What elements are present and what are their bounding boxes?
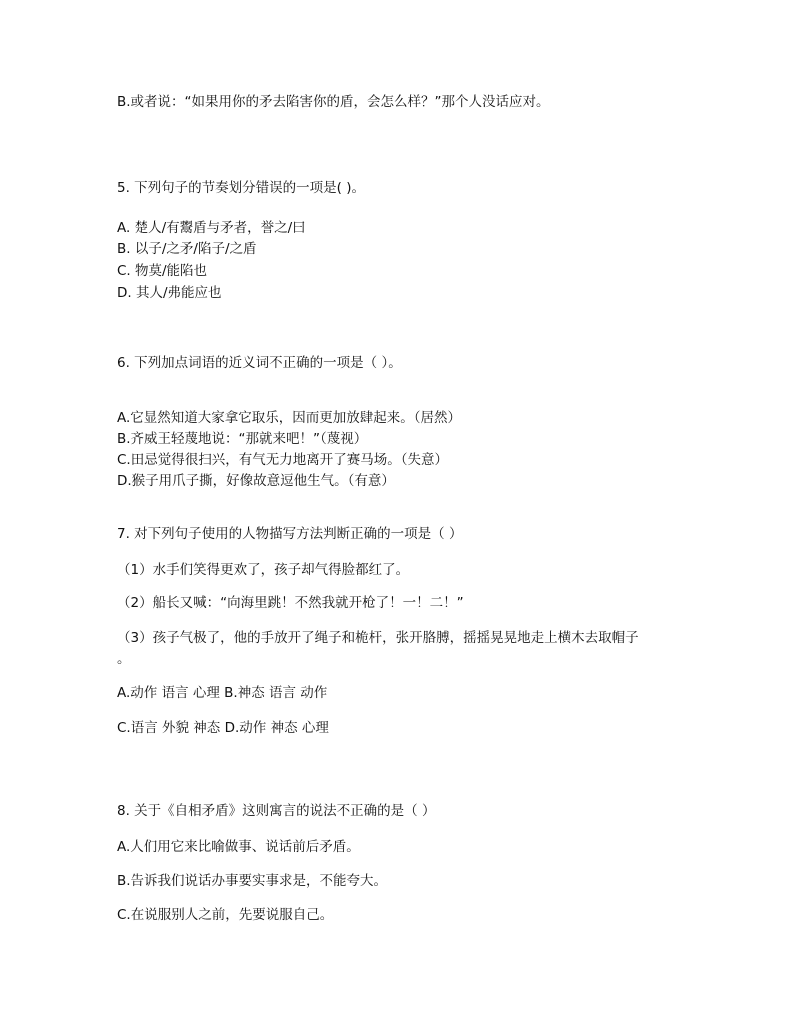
q8-option-c: C.在说服别人之前，先要说服自己。: [117, 907, 334, 923]
q8-option-a: A.人们用它来比喻做事、说话前后矛盾。: [117, 839, 360, 855]
q7-sentence-3-end: 。: [117, 651, 131, 667]
question-5-stem: 5. 下列句子的节奏划分错误的一项是( )。: [117, 180, 365, 196]
q7-options-cd: C.语言 外貌 神态 D.动作 神态 心理: [117, 720, 329, 736]
question-8-stem: 8. 关于《自相矛盾》这则寓言的说法不正确的是（ ）: [117, 803, 436, 819]
q5-option-b: B. 以子/之矛/陷子/之盾: [117, 241, 257, 257]
q6-option-a: A.它显然知道大家拿它取乐，因而更加放肆起来。（居然）: [117, 410, 462, 426]
q8-option-b: B.告诉我们说话办事要实事求是，不能夸大。: [117, 873, 388, 889]
q7-sentence-1: （1）水手们笑得更欢了，孩子却气得脸都红了。: [117, 562, 410, 578]
q5-option-a: A. 楚人/有鬻盾与矛者，誉之/曰: [117, 220, 306, 236]
q7-sentence-3: （3）孩子气极了，他的手放开了绳子和桅杆，张开胳膊，摇摇晃晃地走上横木去取帽子: [117, 630, 639, 646]
q7-sentence-2: （2）船长又喊：“向海里跳！不然我就开枪了！一！二！”: [117, 595, 464, 611]
q7-options-ab: A.动作 语言 心理 B.神态 语言 动作: [117, 685, 328, 701]
q4-option-b: B.或者说：“如果用你的矛去陷害你的盾，会怎么样？”那个人没话应对。: [117, 94, 550, 110]
question-7-stem: 7. 对下列句子使用的人物描写方法判断正确的一项是（ ）: [117, 526, 463, 542]
question-6-stem: 6. 下列加点词语的近义词不正确的一项是（ ）。: [117, 355, 402, 371]
q6-option-b: B.齐威王轻蔑地说：“那就来吧！”（蔑视）: [117, 431, 368, 447]
q5-option-c: C. 物莫/能陷也: [117, 263, 208, 279]
q5-option-d: D. 其人/弗能应也: [117, 285, 222, 301]
q6-option-d: D.猴子用爪子撕，好像故意逗他生气。（有意）: [117, 473, 395, 489]
q6-option-c: C.田忌觉得很扫兴，有气无力地离开了赛马场。（失意）: [117, 452, 448, 468]
